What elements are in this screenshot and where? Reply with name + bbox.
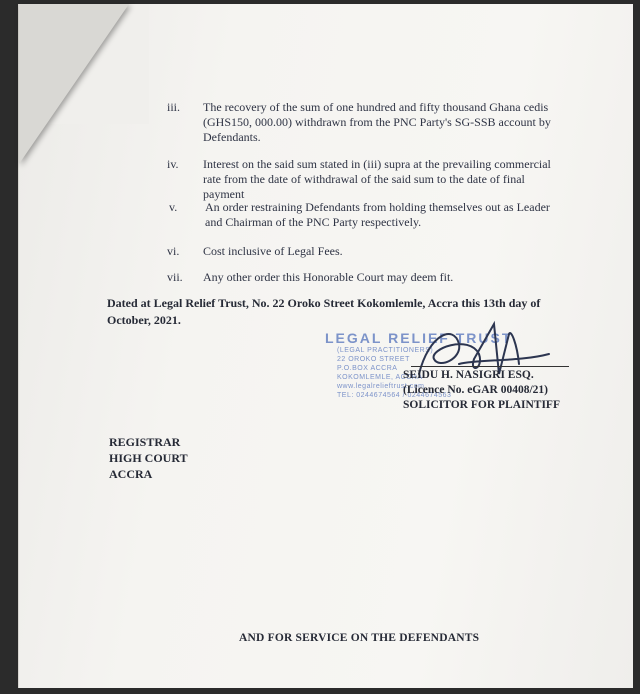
page-fold: [19, 4, 129, 164]
stamp-line: KOKOMLEMLE, ACCRA: [337, 374, 423, 381]
stamp-title: LEGAL RELIEF TRUST: [325, 330, 513, 346]
item-number: iii.: [167, 100, 181, 114]
item-number: iv.: [167, 157, 179, 171]
stamp-line: (LEGAL PRACTITIONERS): [337, 347, 434, 354]
document-page: [18, 4, 633, 688]
item-number: v.: [169, 200, 178, 214]
registrar-address: [109, 434, 188, 482]
item-text: Cost inclusive of Legal Fees.: [203, 244, 343, 258]
signature-line: [411, 366, 569, 367]
item-number: vi.: [167, 244, 180, 258]
signatory-block: [403, 368, 573, 413]
dated-statement: Dated at Legal Relief Trust, No. 22 Oroko Street Kokomlemle, Accra this 13th day of October, 2021.: [107, 296, 541, 327]
registrar-line: REGISTRAR: [109, 435, 181, 449]
item-text: The recovery of the sum of one hundred and fifty thousand Ghana cedis (GHS150, 000.00) withdrawn from the PNC Party's SG-SSB account by Defendants.: [203, 100, 551, 144]
stamp-line: www.legalrelieftrust.com: [337, 383, 425, 390]
stamp-line: 22 OROKO STREET: [337, 356, 410, 363]
stamp-line: TEL: 0244674564 / 0244674563: [337, 392, 452, 399]
stamp-line: P.O.BOX ACCRA: [337, 365, 398, 372]
signatory-role: SOLICITOR FOR PLAINTIFF: [403, 399, 560, 411]
item-text: An order restraining Defendants from holding themselves out as Leader and Chairman of the PNC Party respectively.: [205, 200, 550, 229]
service-notice: AND FOR SERVICE ON THE DEFENDANTS: [239, 632, 480, 644]
signatory-licence: (Licence No. eGAR 00408/21): [403, 384, 548, 396]
registrar-line: HIGH COURT: [109, 451, 188, 465]
item-text: Interest on the said sum stated in (iii) supra at the prevailing commercial rate from the date of withdrawal of the said sum to the date of final payment: [203, 157, 551, 201]
registrar-line: ACCRA: [109, 467, 153, 481]
item-number: vii.: [167, 270, 183, 284]
item-text: Any other order this Honorable Court may deem fit.: [203, 270, 454, 284]
signatory-name: SEIDU H. NASIGRI ESQ.: [403, 369, 534, 381]
